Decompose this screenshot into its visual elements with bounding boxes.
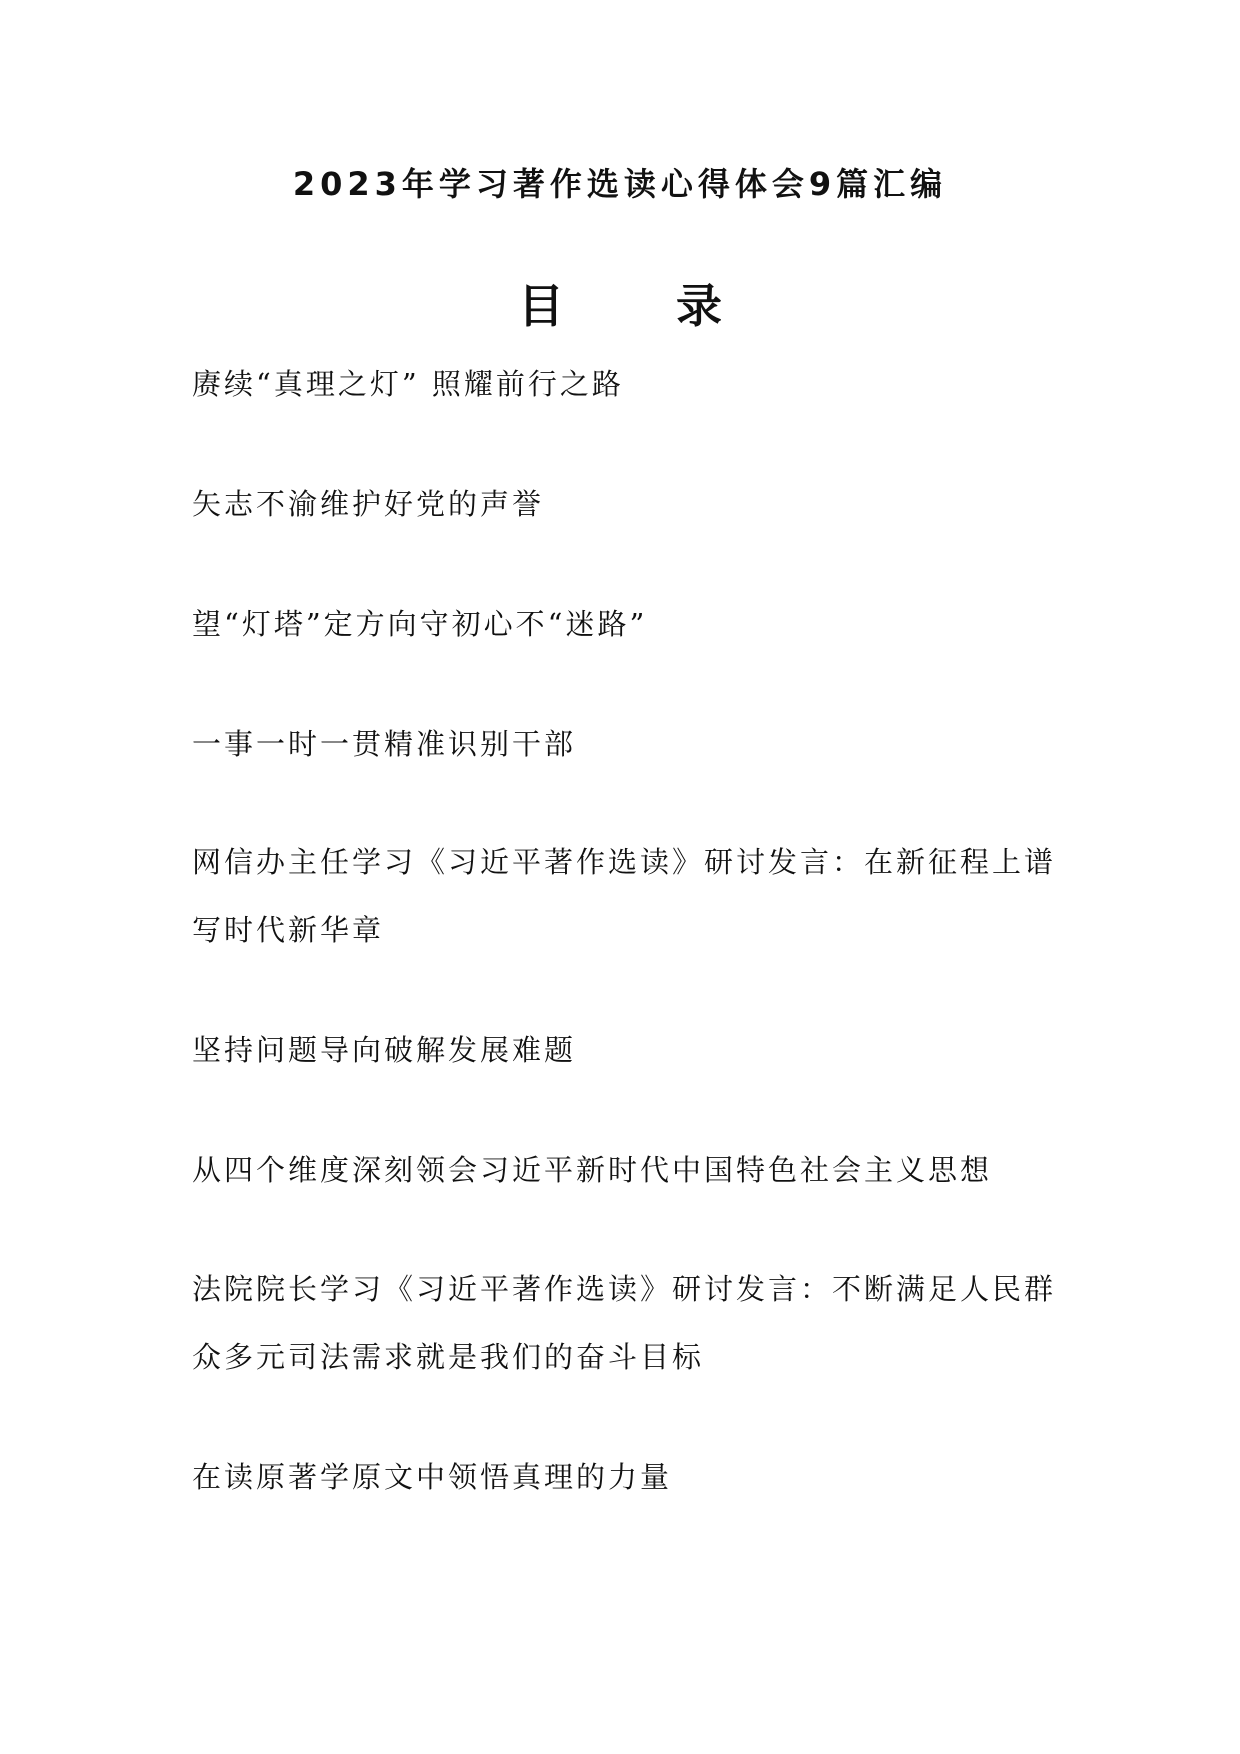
toc-item-3: 望“灯塔”定方向守初心不“迷路” xyxy=(192,607,648,641)
toc-item-8: 法院院长学习《习近平著作选读》研讨发言：不断满足人民群众多元司法需求就是我们的奋斗目标 xyxy=(192,1272,1057,1374)
toc-item-6: 坚持问题导向破解发展难题 xyxy=(192,1033,577,1067)
document-title: 2023年学习著作选读心得体会9篇汇编 xyxy=(292,165,948,203)
toc-heading: 目 录 xyxy=(517,279,770,333)
toc-item-1: 赓续“真理之灯” 照耀前行之路 xyxy=(192,367,624,401)
toc-item-9: 在读原著学原文中领悟真理的力量 xyxy=(192,1460,673,1494)
toc-item-5: 网信办主任学习《习近平著作选读》研讨发言：在新征程上谱写时代新华章 xyxy=(192,845,1057,947)
toc-item-4: 一事一时一贯精准识别干部 xyxy=(192,727,577,761)
toc-item-7: 从四个维度深刻领会习近平新时代中国特色社会主义思想 xyxy=(192,1153,993,1187)
toc-item-2: 矢志不渝维护好党的声誉 xyxy=(192,487,545,521)
